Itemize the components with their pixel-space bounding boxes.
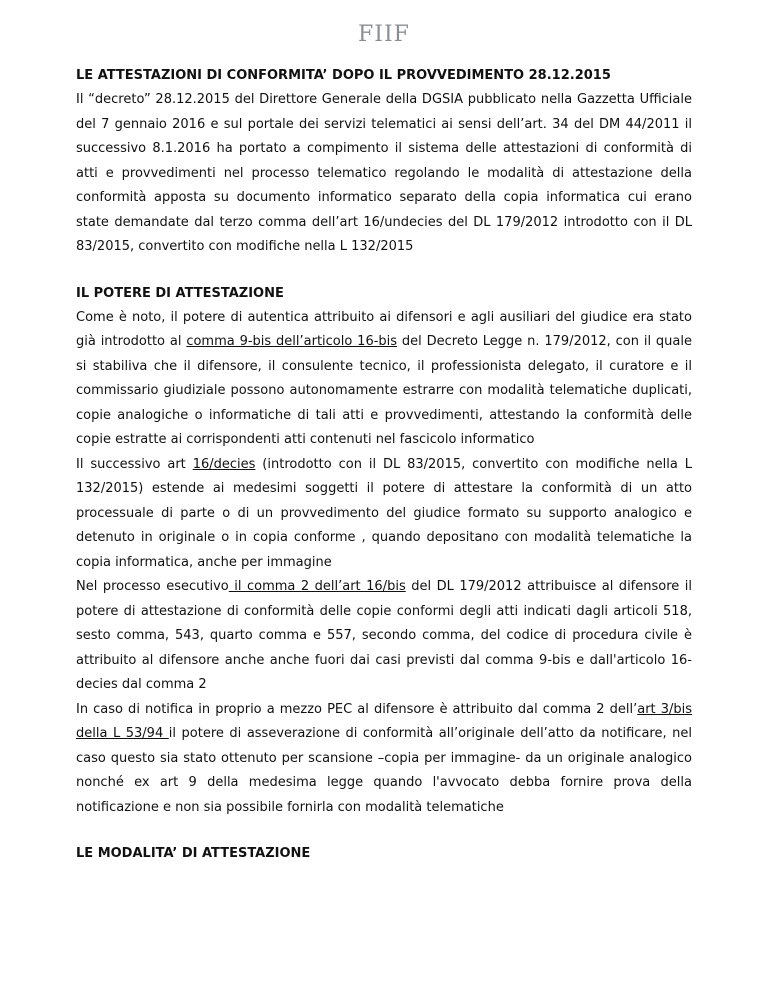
section-heading-1: LE ATTESTAZIONI DI CONFORMITA’ DOPO IL PROVVEDIMENTO 28.12.2015 (76, 68, 611, 83)
text-span: Come è noto, il potere di autentica attribuito ai difensori e agli ausiliari del giudice era stato già introdotto al (76, 309, 692, 349)
paragraph-decreto: Il “decreto” 28.12.2015 del Direttore Generale della DGSIA pubblicato nella Gazzetta Ufficiale del 7 gennaio 2016 e sul portale dei servizi telematici ai sensi dell’art. 34 del DM 44/2011 il successivo 8.1.2016 ha portato a compimento il sistema delle attestazioni di conformità di atti e provvedimenti nel processo telematico regolando le modalità di attestazione della conformità apposta su documento informatico separato della copia informatica cui erano state demandate dal terzo comma dell’art 16/undecies del DL 179/2012 introdotto con il DL 83/2015, convertito con modifiche nella L 132/2015 (76, 92, 692, 254)
text-span: del DL 179/2012 attribuisce al difensore il potere di attestazione di conformità delle copie conformi degli atti indicati dagli articoli 518, sesto comma, 543, quarto comma e 557, secondo comma, del codice di procedura civile è attribuito al difensore anche anche fuori dai casi previsti dal comma 9-bis e dall'articolo 16-decies dal comma 2 (76, 579, 692, 692)
section-heading-3: LE MODALITA’ DI ATTESTAZIONE (76, 846, 311, 861)
link-16-decies[interactable]: 16/decies (192, 456, 256, 472)
link-comma-9-bis[interactable]: comma 9-bis dell’articolo 16-bis (186, 334, 398, 349)
paragraph-notifica-pec (76, 698, 692, 821)
text-span: Nel processo esecutivo (76, 579, 229, 594)
document-body (76, 64, 692, 866)
text-span: il potere di asseverazione di conformità all’originale dell’atto da notificare, nel caso questo sia stato ottenuto per scansione –copia per immagine- da un originale analogico nonché ex art 9 della medesima legge quando l'avvocato debba fornire prova della notificazione e non sia possibile fornirla con modalità telematiche (76, 726, 692, 815)
text-span: del Decreto Legge n. 179/2012, con il quale si stabiliva che il difensore, il consulente tecnico, il professionista delegato, il curatore e il commissario giudiziale possono autonomamente estrarre con modalità telematiche duplicati, copie analogiche o informatiche di tali atti e provvedimenti, attestando la conformità delle copie estratte ai corrispondenti atti contenuti nel fascicolo informatico (76, 334, 692, 447)
link-comma-2-art-16-bis[interactable]: il comma 2 dell’art 16/bis (228, 579, 406, 594)
text-span: In caso di notifica in proprio a mezzo PEC al difensore è attribuito dal comma 2 dell’ (76, 701, 638, 717)
text-span: (introdotto con il DL 83/2015, convertito con modifiche nella L 132/2015) estende ai medesimi soggetti il potere di attestare la conformità di un atto processuale di parte o di un provvedimento del giudice formato su supporto analogico e detenuto in originale o in copia conforme , quando depositano con modalità telematiche la copia informatica, anche per immagine (76, 456, 692, 570)
section-heading-2: IL POTERE DI ATTESTAZIONE (76, 285, 284, 301)
link-art-3-bis-l-53-94[interactable]: art 3/bis della L 53/94 (76, 701, 693, 741)
paragraph-potere-autentica (76, 306, 692, 453)
paragraph-16-decies (76, 453, 692, 576)
text-span: Il successivo art (76, 456, 193, 472)
paragraph-processo-esecutivo (76, 575, 692, 698)
logo: FIIF (358, 22, 410, 47)
